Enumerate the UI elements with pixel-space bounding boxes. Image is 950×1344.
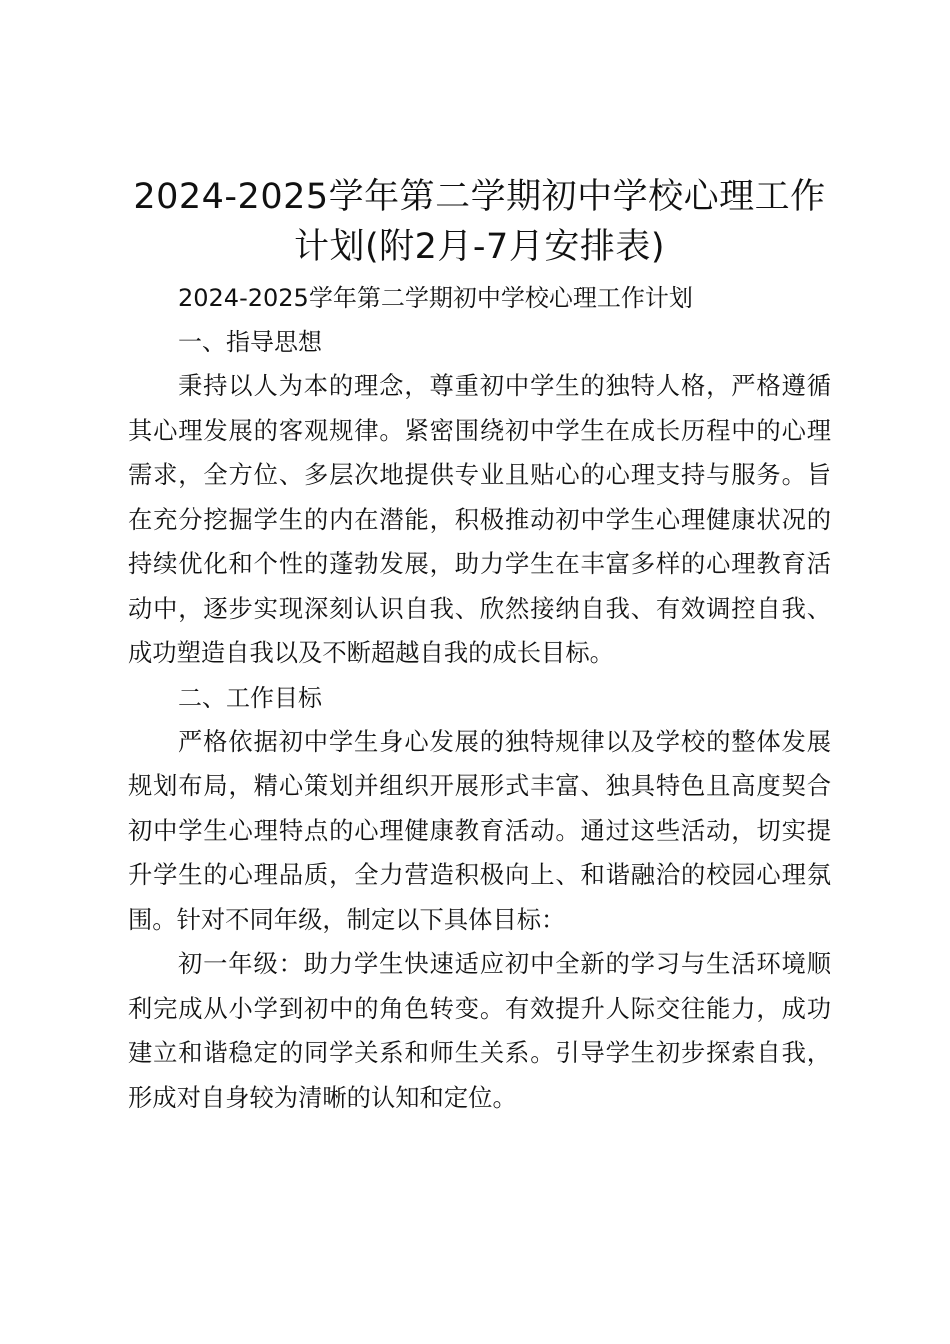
document-subtitle: 2024-2025学年第二学期初中学校心理工作计划 xyxy=(178,284,693,312)
section-heading-work-goals: 二、工作目标 xyxy=(178,683,322,712)
paragraph-work-goals: 严格依据初中学生身心发展的独特规律以及学校的整体发展规划布局，精心策划并组织开展形式丰富、独具特色且高度契合初中学生心理特点的心理健康教育活动。通过这些活动，切实提升学生的心理品质，全力营造积极向上、和谐融洽的校园心理氛围。针对不同年级，制定以下具体目标： xyxy=(128,726,831,934)
section-heading-guiding-ideology: 一、指导思想 xyxy=(178,328,322,356)
paragraph-grade-one-goals: 初一年级：助力学生快速适应初中全新的学习与生活环境顺利完成从小学到初中的角色转变。有效提升人际交往能力，成功建立和谐稳定的同学关系和师生关系。引导学生初步探索自我，形成对自身较为清晰的认知和定位。 xyxy=(128,949,831,1112)
document-title: 2024-2025学年第二学期初中学校心理工作计划(附2月-7月安排表) xyxy=(133,177,826,267)
paragraph-guiding-ideology: 秉持以人为本的理念，尊重初中学生的独特人格，严格遵循其心理发展的客观规律。紧密围绕初中学生在成长历程中的心理需求，全方位、多层次地提供专业且贴心的心理支持与服务。旨在充分挖掘学生的内在潜能，积极推动初中学生心理健康状况的持续优化和个性的蓬勃发展，助力学生在丰富多样的心理教育活动中，逐步实现深刻认识自我、欣然接纳自我、有效调控自我、成功塑造自我以及不断超越自我的成长目标。 xyxy=(128,371,831,667)
document-page xyxy=(128,172,831,1120)
